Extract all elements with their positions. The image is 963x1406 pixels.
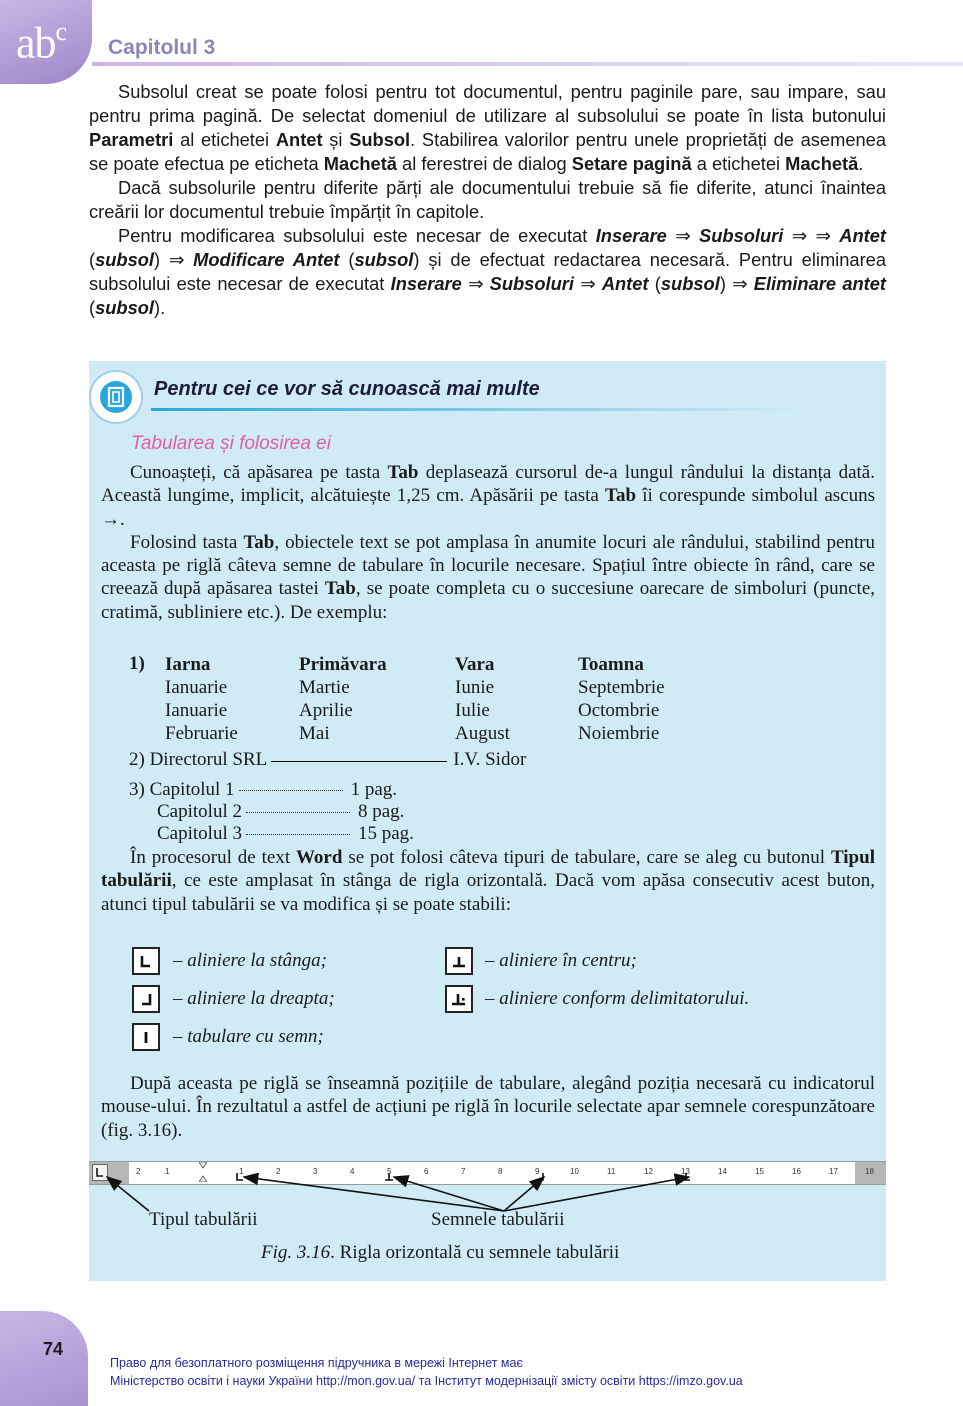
tab-right-icon <box>132 985 160 1013</box>
box-paragraph-1: Cunoașteți, că apăsarea pe tasta Tab deplasează cursorul de-a lungul rândului la distanța dată. Această lungime, implicit, alcătuiește 1,25 cm. Apăsării pe tasta Tab îi corespunde simbolul ascuns →. <box>101 462 875 530</box>
chapter-logo-tab <box>0 0 92 84</box>
abc-logo: $ab^c$ <box>16 17 67 68</box>
tab-bar-icon <box>132 1023 160 1051</box>
box-text-intro <box>101 461 875 624</box>
label-tab-type: Tipul tabulării <box>149 1209 258 1230</box>
season-column: Vara Iunie Iulie August <box>455 654 510 744</box>
example-1-number: 1) <box>129 653 145 674</box>
paragraph-2: Dacă subsolurile pentru diferite părți ale documentului trebuie să fie diferite, atunci înaintea creării lor documentul trebuie împărțit în capitole. <box>89 177 886 222</box>
tab-bar-label: – tabulare cu semn; <box>173 1026 324 1047</box>
figure-arrows <box>89 1173 886 1213</box>
box-text-word <box>101 846 875 916</box>
toc-row: 3) Capitolul 1 1 pag. <box>129 779 397 800</box>
paragraph-1: Subsolul creat se poate folosi pentru tot documentul, pentru paginile pare, sau impare, sau pentru prima pagină. De selectat domeniul de utilizare al subsolului se poate în lista butonului Parametri al etichetei Antet și Subsol. Stabilirea valorilor pentru unele proprietăți de asemenea se poate efectua pe eticheta Machetă al ferestrei de dialog Setare pagină a etichetei Machetă. <box>89 81 886 174</box>
example-dots <box>129 779 414 845</box>
toc-row: Capitolul 2 8 pag. <box>157 801 405 822</box>
chapter-title: Capitolul 3 <box>108 36 216 59</box>
info-box <box>89 361 886 1281</box>
example-underline: 2) Directorul SRL I.V. Sidor <box>129 749 527 770</box>
box-subtitle: Tabularea și folosirea ei <box>131 433 331 454</box>
heading-underline <box>151 408 811 411</box>
season-column: Toamna Septembrie Octombrie Noiembrie <box>578 654 665 744</box>
paragraph-3: Pentru modificarea subsolului este necesar de executat Inserare ⇒ Subsoluri ⇒ ⇒ Antet (subsol) ⇒ Modificare Antet (subsol) și de efectuat redactarea necesară. Pentru eliminarea subsolului este necesar de executat Inserare ⇒ Subsoluri ⇒ Antet (subsol) ⇒ Eliminare antet (subsol). <box>89 225 887 318</box>
underline-leader <box>271 761 447 762</box>
page-number: 74 <box>43 1339 64 1359</box>
tab-right-label: – aliniere la dreapta; <box>173 988 335 1009</box>
tab-decimal-label: – aliniere conform delimitatorului. <box>485 988 750 1009</box>
box-paragraph-2: Folosind tasta Tab, obiectele text se pot amplasa în anumite locuri ale rândului, stabilind pentru aceasta pe riglă câteva semne de tabulare în locurile necesare. Spațiul între obiecte în rând, care se creează după apăsarea tastei Tab, se poate completa cu o succesiune oarecare de simboluri (puncte, cratimă, subliniere etc.). De exemplu: <box>101 531 875 623</box>
tab-center-label: – aliniere în centru; <box>485 950 637 971</box>
season-column: Primăvara Martie Aprilie Mai <box>299 654 387 744</box>
footer-line-1: Право для безоплатного розміщення підручника в мережі Інтернет має <box>110 1356 523 1370</box>
footer-line-2: Міністерство освіти і науки України http://mon.gov.ua/ та Інститут модернізації змісту освіти https://imzo.gov.ua <box>110 1374 743 1388</box>
box-paragraph-3: În procesorul de text Word se pot folosi câteva tipuri de tabulare, care se aleg cu butonul Tipul tabulării, ce este amplasat în stânga de rigla orizontală. Dacă vom apăsa consecutiv acest buton, atunci tipul tabulării se va modifica și se poate stabili: <box>101 847 875 915</box>
main-text <box>89 80 886 320</box>
label-tab-marks: Semnele tabulării <box>431 1209 565 1230</box>
tab-decimal-icon <box>445 985 473 1013</box>
season-column: Iarna Ianuarie Ianuarie Februarie <box>165 654 238 744</box>
box-paragraph-4: După aceasta pe riglă se înseamnă pozițiile de tabulare, alegând poziția necesară cu indicatorul mouse-ului. În rezultatul a astfel de acțiuni pe riglă în locurile selectate apar semnele corespunzătoare (fig. 3.16). <box>101 1073 875 1141</box>
header-divider <box>92 62 963 66</box>
horizontal-ruler: 2 1 1 2 3 4 5 6 7 8 9 10 11 12 13 14 15 16 17 18 <box>89 1161 886 1185</box>
tab-left-icon <box>132 947 160 975</box>
toc-row: Capitolul 3 15 pag. <box>157 823 414 844</box>
figure-caption: Fig. 3.16. Rigla orizontală cu semnele tabulării <box>261 1242 620 1263</box>
box-heading: Pentru cei ce vor să cunoască mai multe <box>154 378 540 400</box>
tab-center-icon <box>445 947 473 975</box>
book-icon <box>89 370 143 424</box>
box-text-ruler <box>101 1072 875 1142</box>
tab-left-label: – aliniere la stânga; <box>173 950 327 971</box>
